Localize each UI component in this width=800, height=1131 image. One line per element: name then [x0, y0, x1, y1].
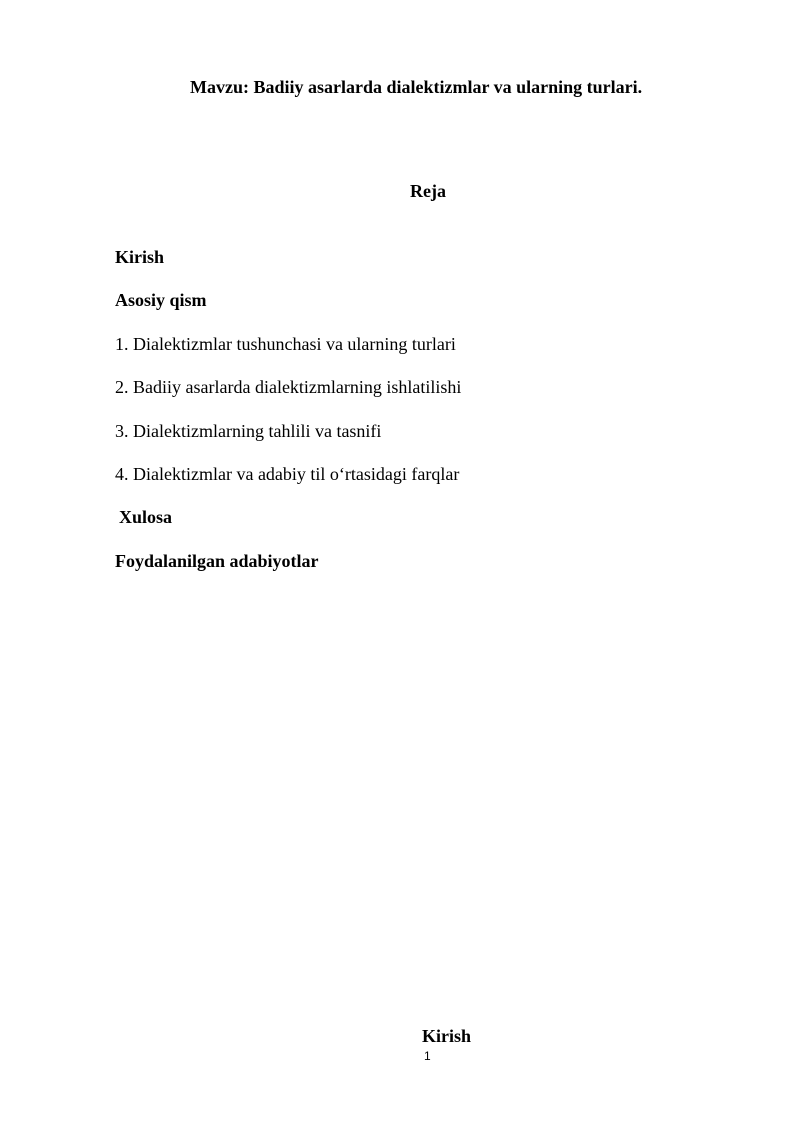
plan-subsection-2: 2. Badiiy asarlarda dialektizmlarning ishlatilishi — [115, 377, 462, 397]
document-title: Mavzu: Badiiy asarlarda dialektizmlar va ularning turlari. — [190, 77, 643, 97]
plan-subsection-4: 4. Dialektizmlar va adabiy til o‘rtasidagi farqlar — [115, 464, 460, 484]
next-section-heading: Kirish — [422, 1026, 472, 1046]
page-number: 1 — [424, 1049, 431, 1063]
plan-item-conclusion: Xulosa — [119, 507, 173, 527]
plan-item-intro: Kirish — [115, 247, 165, 267]
plan-heading: Reja — [410, 181, 446, 201]
plan-subsection-3: 3. Dialektizmlarning tahlili va tasnifi — [115, 421, 382, 441]
plan-item-references: Foydalanilgan adabiyotlar — [115, 551, 319, 571]
plan-subsection-1: 1. Dialektizmlar tushunchasi va ularning turlari — [115, 334, 456, 354]
plan-item-main-part: Asosiy qism — [115, 290, 207, 310]
